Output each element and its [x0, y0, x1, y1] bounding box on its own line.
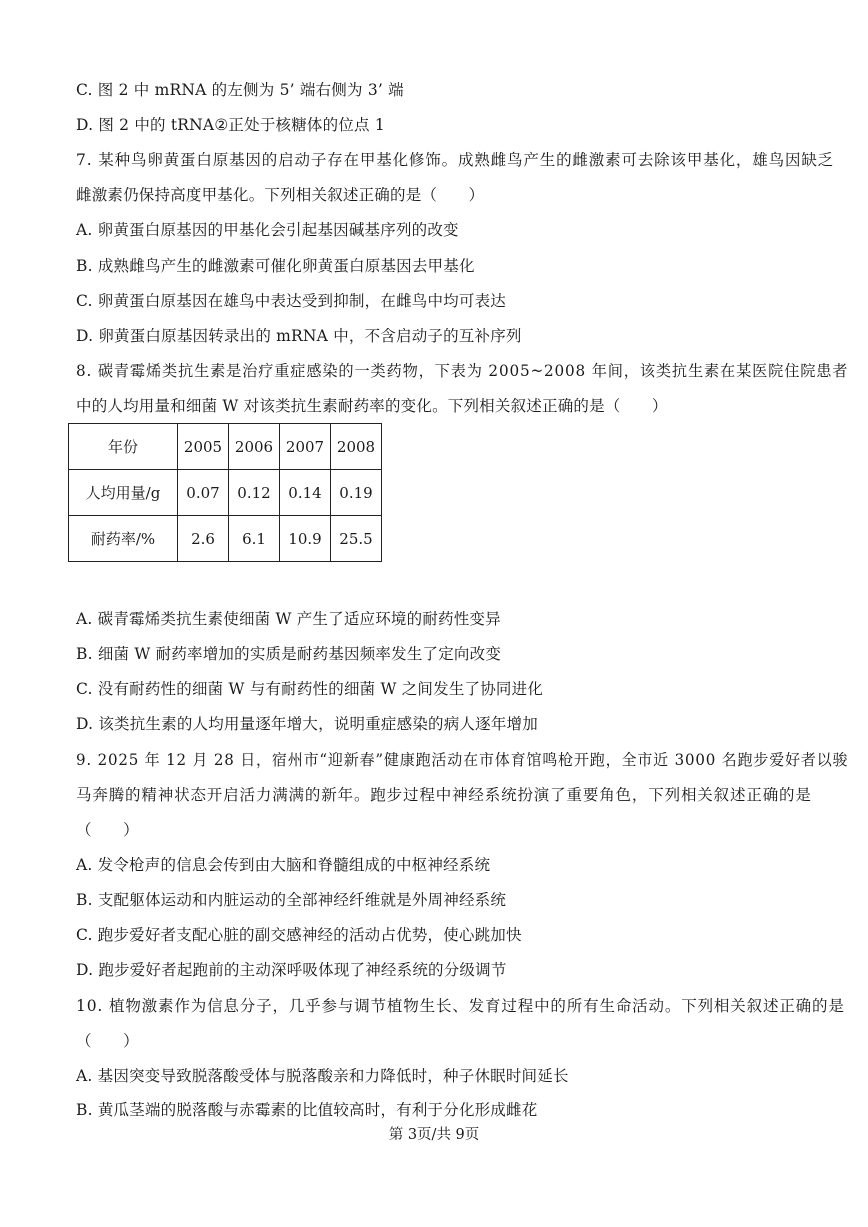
- question-8-option-c: C. 没有耐药性的细菌 W 与有耐药性的细菌 W 之间发生了协同进化: [76, 680, 544, 698]
- question-7-option-c: C. 卵黄蛋白原基因在雄鸟中表达受到抑制，在雌鸟中均可表达: [76, 292, 506, 310]
- table-row: [69, 470, 382, 516]
- question-9-stem-line2: 马奔腾的精神状态开启活力满满的新年。跑步过程中神经系统扮演了重要角色，下列相关叙述正确的是: [76, 786, 812, 804]
- question-10-option-b: B. 黄瓜茎端的脱落酸与赤霉素的比值较高时，有利于分化形成雌花: [76, 1101, 538, 1119]
- question-8-stem-line2: 中的人均用量和细菌 W 对该类抗生素耐药率的变化。下列相关叙述正确的是（ ）: [76, 397, 668, 415]
- question-7-option-b: B. 成熟雌鸟产生的雌激素可催化卵黄蛋白原基因去甲基化: [76, 257, 475, 275]
- question-7-option-d: D. 卵黄蛋白原基因转录出的 mRNA 中，不含启动子的互补序列: [76, 327, 522, 345]
- table-cell: 2006: [229, 424, 280, 470]
- option-c-q6: C. 图 2 中 mRNA 的左侧为 5’ 端右侧为 3’ 端: [76, 81, 404, 99]
- question-9-option-b: B. 支配躯体运动和内脏运动的全部神经纤维就是外周神经系统: [76, 891, 507, 909]
- question-9-stem-line3: （ ）: [76, 821, 139, 839]
- question-10-option-a: A. 基因突变导致脱落酸受体与脱落酸亲和力降低时，种子休眠时间延长: [76, 1067, 569, 1085]
- question-8-option-b: B. 细菌 W 耐药率增加的实质是耐药基因频率发生了定向改变: [76, 645, 502, 663]
- table-cell: 2007: [280, 424, 331, 470]
- table-cell: 25.5: [331, 516, 382, 562]
- table-row: [69, 516, 382, 562]
- table-cell: 耐药率/%: [69, 516, 178, 562]
- option-d-q6: D. 图 2 中的 tRNA②正处于核糖体的位点 1: [76, 116, 385, 134]
- question-7-stem-line1: 7. 某种鸟卵黄蛋白原基因的启动子存在甲基化修饰。成熟雌鸟产生的雌激素可去除该甲基化，雄鸟因缺乏: [76, 151, 835, 169]
- table-cell: 2005: [178, 424, 229, 470]
- question-10-stem-line1: 10. 植物激素作为信息分子，几乎参与调节植物生长、发育过程中的所有生命活动。下列相关叙述正确的是: [76, 997, 845, 1015]
- table-cell: 人均用量/g: [69, 470, 178, 516]
- question-7-stem-line2: 雌激素仍保持高度甲基化。下列相关叙述正确的是（ ）: [76, 186, 485, 204]
- question-9-stem-line1: 9. 2025 年 12 月 28 日，宿州市“迎新春”健康跑活动在市体育馆鸣枪开跑，全市近 3000 名跑步爱好者以骏: [76, 751, 849, 769]
- question-9-option-c: C. 跑步爱好者支配心脏的副交感神经的活动占优势，使心跳加快: [76, 926, 522, 944]
- table-cell: 6.1: [229, 516, 280, 562]
- table-cell: 0.12: [229, 470, 280, 516]
- question-8-option-d: D. 该类抗生素的人均用量逐年增大，说明重症感染的病人逐年增加: [76, 715, 538, 733]
- question-9-option-d: D. 跑步爱好者起跑前的主动深呼吸体现了神经系统的分级调节: [76, 961, 507, 979]
- table-cell: 0.19: [331, 470, 382, 516]
- question-10-stem-line2: （ ）: [76, 1032, 139, 1050]
- question-9-option-a: A. 发令枪声的信息会传到由大脑和脊髓组成的中枢神经系统: [76, 856, 491, 874]
- question-8-option-a: A. 碳青霉烯类抗生素使细菌 W 产生了适应环境的耐药性变异: [76, 610, 501, 628]
- question-8-stem-line1: 8. 碳青霉烯类抗生素是治疗重症感染的一类药物，下表为 2005~2008 年间，该类抗生素在某医院住院患者: [76, 362, 849, 380]
- table-row: [69, 424, 382, 470]
- table-cell: 0.07: [178, 470, 229, 516]
- table-cell: 年份: [69, 424, 178, 470]
- table-cell: 0.14: [280, 470, 331, 516]
- table-cell: 2008: [331, 424, 382, 470]
- table-cell: 2.6: [178, 516, 229, 562]
- antibiotic-data-table: [68, 423, 382, 562]
- question-7-option-a: A. 卵黄蛋白原基因的甲基化会引起基因碱基序列的改变: [76, 221, 459, 239]
- page-number-footer: 第 3页/共 9页: [388, 1127, 480, 1143]
- table-cell: 10.9: [280, 516, 331, 562]
